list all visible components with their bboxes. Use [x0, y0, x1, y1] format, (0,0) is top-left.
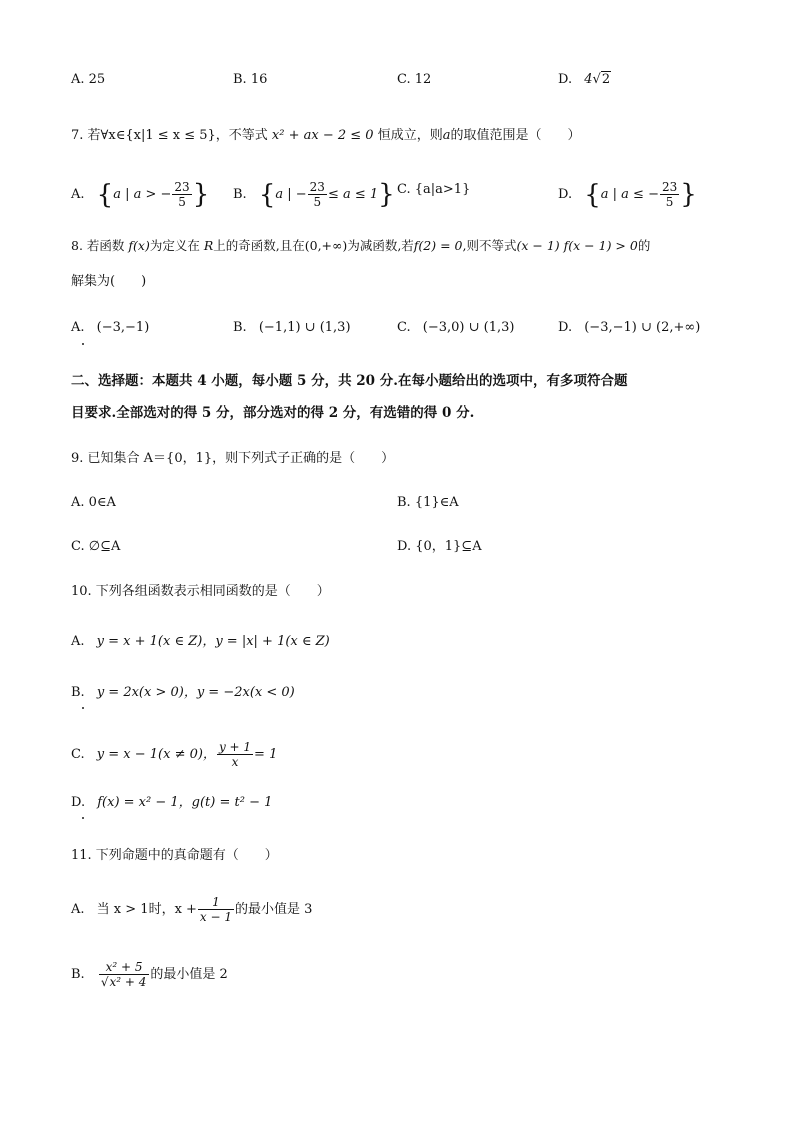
- q11-option-a-post: 的最小值是 3: [235, 902, 313, 917]
- q11-option-b-label: B.: [71, 967, 85, 982]
- q8-option-b-label: B.: [233, 320, 247, 335]
- q8-inequality: (x − 1) f(x − 1) > 0: [516, 238, 638, 253]
- q11-option-a-label: A.: [71, 902, 85, 917]
- q10-option-d-text: f(x) = x² − 1，g(t) = t² − 1: [97, 795, 273, 810]
- q11-option-a[interactable]: [71, 895, 312, 924]
- q10-option-b-label: B.: [71, 685, 85, 700]
- q11-option-b-fraction: $\frac{\text{x² + 5}}{\text{√x² + 4}}$: [99, 960, 150, 989]
- q9-option-c[interactable]: C. ∅⊆A: [71, 539, 121, 554]
- q9-option-b[interactable]: B. {1}∈A: [397, 495, 459, 510]
- q10-option-a-label: A.: [71, 634, 85, 649]
- q7-option-d-expr: a | a ≤ −: [600, 187, 659, 202]
- q7-option-d-fraction: $\frac{23}{5}$: [661, 180, 678, 209]
- q7-stem-mid: 恒成立，则: [377, 128, 443, 143]
- q7-option-b-post: ≤ a ≤ 1: [327, 187, 379, 202]
- q11-option-a-text: 当 x > 1时，x +: [96, 902, 197, 917]
- q10-option-b-text: y = 2x(x > 0)，y = −2x(x < 0): [96, 685, 295, 700]
- q7-stem: [71, 126, 581, 146]
- q8-condition: f(2) = 0: [413, 238, 463, 253]
- q8-text-c: 上的奇函数,且在: [213, 238, 305, 253]
- q10-option-d[interactable]: [71, 793, 272, 813]
- q8-option-a[interactable]: [71, 318, 149, 338]
- q8-stem-line1: [71, 236, 650, 256]
- q7-option-a-label: A.: [71, 187, 85, 202]
- q10-option-c[interactable]: [71, 740, 277, 769]
- q6-option-d-coef: 4: [584, 72, 593, 87]
- marker-dot: [82, 343, 84, 345]
- q7-option-b[interactable]: B. {a | − $\frac{23}{5}$ ≤ a ≤ 1}: [233, 179, 395, 210]
- q6-option-a[interactable]: A. 25: [71, 72, 106, 87]
- marker-dot: [82, 707, 84, 709]
- q8-stem-line2: 解集为( ): [71, 274, 147, 289]
- q6-option-d-label: D.: [558, 72, 573, 87]
- q7-option-b-expr: a | −: [275, 187, 307, 202]
- q8-option-b[interactable]: [233, 318, 351, 338]
- q7-option-d-label: D.: [558, 187, 573, 202]
- q7-stem-prefix: 7. 若∀x∈{x|1 ≤ x ≤ 5}，不等式: [71, 128, 268, 143]
- marker-dot: [82, 817, 84, 819]
- q7-stem-var: a: [442, 128, 451, 143]
- q7-stem-inequality: x² + ax − 2 ≤ 0: [271, 128, 374, 143]
- q7-option-c[interactable]: C. {a|a>1}: [397, 182, 471, 197]
- q8-text-d: 为减函数,若: [347, 238, 414, 253]
- q7-option-d[interactable]: D. {a | a ≤ − $\frac{23}{5}$ }: [558, 179, 697, 210]
- q10-option-c-eq: = 1: [254, 747, 278, 762]
- q8-option-d-value: (−3,−1) ∪ (2,+∞): [584, 320, 701, 335]
- q10-option-a-text: y = x + 1(x ∈ Z)，y = |x| + 1(x ∈ Z): [96, 634, 330, 649]
- q10-option-b[interactable]: [71, 683, 295, 703]
- q8-option-a-label: A.: [71, 320, 85, 335]
- q10-option-d-label: D.: [71, 795, 86, 810]
- q6-option-d-radicand: 2: [601, 72, 611, 87]
- q7-option-a-expr: a | a > −: [113, 187, 172, 202]
- q8-option-c-value: (−3,0) ∪ (1,3): [422, 320, 515, 335]
- q11-stem: 11. 下列命题中的真命题有（ ）: [71, 848, 278, 863]
- q6-option-c[interactable]: C. 12: [397, 72, 432, 87]
- q7-option-b-fraction: $\frac{23}{5}$: [309, 180, 325, 209]
- q8-text-f: 的: [637, 238, 651, 253]
- q9-option-d[interactable]: D. {0，1}⊆A: [397, 539, 482, 554]
- q8-text-a: 8. 若函数: [71, 238, 125, 253]
- q11-option-b-post: 的最小值是 2: [150, 967, 228, 982]
- q11-option-b[interactable]: [71, 960, 228, 989]
- q8-domain: R: [203, 238, 214, 253]
- q8-option-d[interactable]: [558, 318, 700, 338]
- q10-stem: 10. 下列各组函数表示相同函数的是（ ）: [71, 584, 330, 599]
- q8-option-c[interactable]: [397, 318, 514, 338]
- q8-option-a-value: (−3,−1): [96, 320, 150, 335]
- q6-option-d[interactable]: D. 4√2: [558, 72, 611, 87]
- q9-stem: 9. 已知集合 A＝{0，1}，则下列式子正确的是（ ）: [71, 451, 395, 466]
- section2-heading-line1: 二、选择题：本题共 4 小题，每小题 5 分，共 20 分.在每小题给出的选项中，有多项符合题: [71, 373, 628, 389]
- q6-option-b[interactable]: B. 16: [233, 72, 268, 87]
- q8-text-e: ,则不等式: [462, 238, 517, 253]
- q8-text-b: 为定义在: [149, 238, 200, 253]
- q11-option-a-fraction: $\frac{1}{x - 1}$: [199, 895, 233, 924]
- q8-option-d-label: D.: [558, 320, 573, 335]
- q10-option-c-fraction: $\frac{y + 1}{x}$: [218, 740, 252, 769]
- q7-stem-suffix: 的取值范围是（ ）: [450, 128, 581, 143]
- q7-option-a[interactable]: A. {a | a > − $\frac{23}{5}$ }: [71, 179, 210, 210]
- q10-option-c-label: C.: [71, 747, 85, 762]
- q10-option-c-text: y = x − 1(x ≠ 0)，: [96, 747, 216, 762]
- q9-option-a[interactable]: A. 0∈A: [71, 495, 116, 510]
- q8-option-c-label: C.: [397, 320, 411, 335]
- q7-option-a-fraction: $\frac{23}{5}$: [174, 180, 190, 209]
- q7-option-b-label: B.: [233, 187, 247, 202]
- q8-function: f(x): [128, 238, 150, 253]
- q8-option-b-value: (−1,1) ∪ (1,3): [258, 320, 351, 335]
- q10-option-a[interactable]: [71, 632, 330, 652]
- q8-interval: (0,+∞): [304, 238, 348, 253]
- section2-heading-line2: 目要求.全部选对的得 5 分，部分选对的得 2 分，有选错的得 0 分.: [71, 405, 475, 421]
